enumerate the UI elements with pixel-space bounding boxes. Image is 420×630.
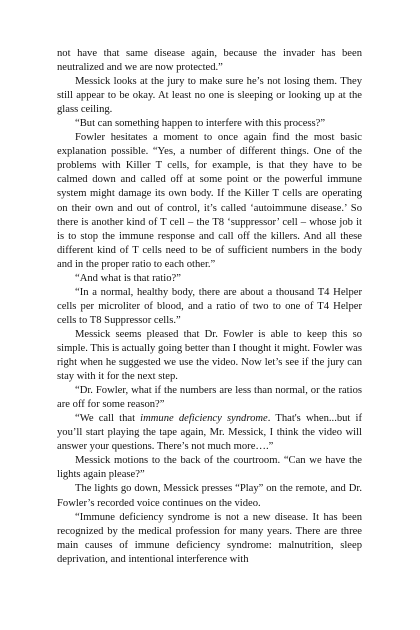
paragraph bbox=[57, 511, 362, 567]
text-run: Messick seems pleased that Dr. Fowler is able to keep this so simple. This is actually going better than I thought it might. Fowler was right when he suggested we use the video. Now let’s see if the jury can stay with it for the next step. bbox=[57, 328, 362, 383]
text-run: The lights go down, Messick presses “Play” on the remote, and Dr. Fowler’s recorded voice continues on the video. bbox=[57, 483, 362, 509]
text-run: “But can something happen to interfere with this process?” bbox=[75, 118, 326, 130]
text-run: “Immune deficiency syndrome is not a new disease. It has been recognized by the medical profession for many years. There are three main causes of immune deficiency syndrome: malnutrition, sleep deprivation, and intentional interference with bbox=[57, 511, 362, 565]
paragraph bbox=[57, 412, 362, 454]
page-body bbox=[57, 47, 362, 567]
text-run: “We call that bbox=[75, 413, 141, 425]
paragraph bbox=[57, 75, 362, 117]
text-run: “Dr. Fowler, what if the numbers are less than normal, or the ratios are off for some reason?” bbox=[57, 385, 362, 411]
paragraph bbox=[57, 384, 362, 412]
paragraph bbox=[57, 117, 362, 131]
paragraph bbox=[57, 286, 362, 328]
paragraph bbox=[57, 328, 362, 384]
paragraph bbox=[57, 482, 362, 510]
text-run: Messick motions to the back of the courtroom. “Can we have the lights again please?” bbox=[57, 455, 362, 481]
paragraph bbox=[57, 454, 362, 482]
paragraph bbox=[57, 47, 362, 75]
text-run: “And what is that ratio?” bbox=[75, 272, 181, 284]
text-run: not have that same disease again, because the invader has been neutralized and we are now protected.” bbox=[57, 48, 362, 74]
paragraph bbox=[57, 272, 362, 286]
text-run: “In a normal, healthy body, there are about a thousand T4 Helper cells per microliter of blood, and a ratio of two to one of T4 Helper cells to T8 Suppressor cells.” bbox=[57, 286, 362, 326]
text-run: Fowler hesitates a moment to once again find the most basic explanation possible. “Yes, a number of different things. One of the problems with Killer T cells, for example, is that they have to be calmed down and called off at some point or the powerful immune system might damage its own body. If the Killer T cells are operating on their own and out of control, it’s called ‘autoimmune disease.’ So there is another kind of T cell – the T8 ‘suppressor’ cell – whose job it is to stop the immune response and call off the killers. And all these different kind of T cells need to be of sufficient numbers in the body and in the proper ratio to each other.” bbox=[57, 132, 362, 270]
italic-text: immune deficiency syndrome bbox=[140, 413, 268, 425]
paragraph bbox=[57, 131, 362, 271]
text-run: Messick looks at the jury to make sure he’s not losing them. They still appear to be okay. At least no one is sleeping or looking up at the glass ceiling. bbox=[57, 76, 362, 116]
text-run: . That's when...but if you’ll start playing the tape again, Mr. Messick, I think the video will answer your questions. There’s not much more….” bbox=[57, 413, 362, 453]
